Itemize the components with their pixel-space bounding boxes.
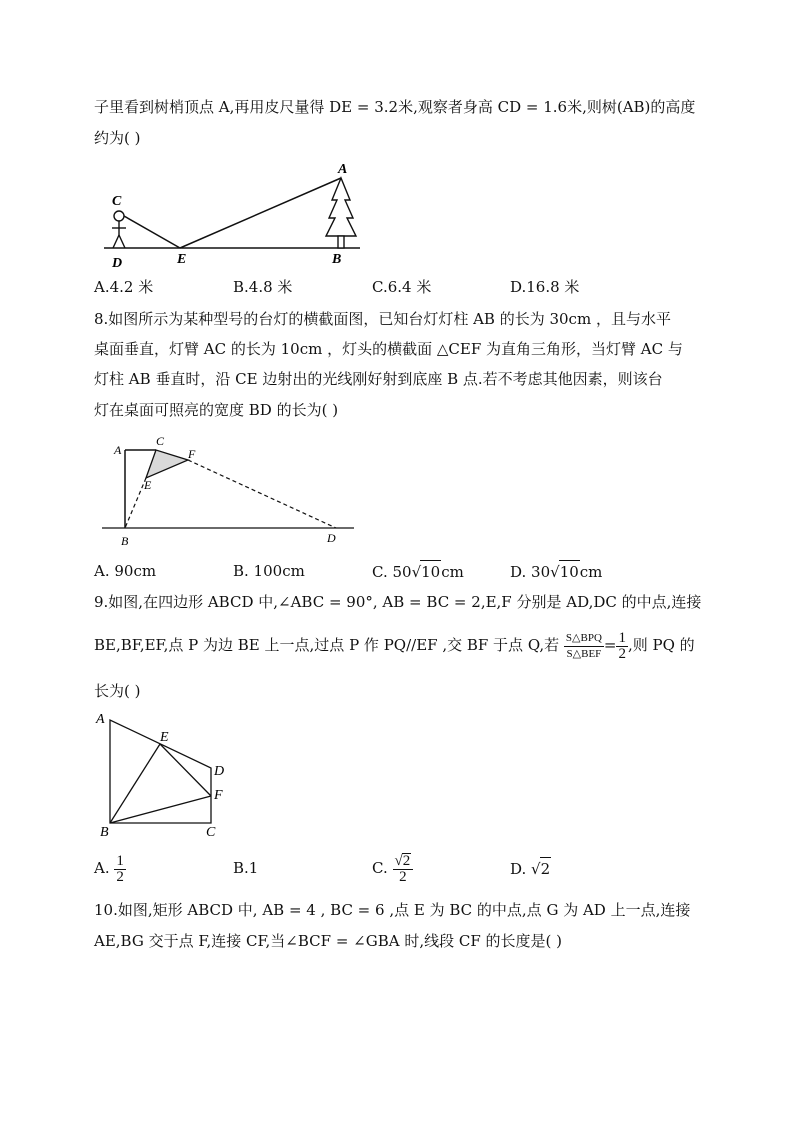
q9-segment-EF [160, 744, 211, 796]
q9-area-ratio-numerator: S△BPQ [564, 631, 604, 647]
q7-sight-line-ea [180, 178, 341, 248]
q8-option-d-radicand: 10 [559, 560, 580, 583]
q8-option-c-radicand: 10 [420, 560, 441, 583]
q9-option-a-denominator: 2 [116, 868, 124, 885]
q7-tree [326, 178, 356, 236]
q9-area-ratio-denominator: S△BEF [566, 647, 602, 660]
sqrt-icon: √ [550, 563, 560, 581]
q8-label-B: B [121, 534, 129, 548]
q8-option-c-prefix: C. 50 [372, 563, 412, 581]
q8-option-d[interactable] [510, 560, 602, 583]
q8-text-line-2: 桌面垂直，灯臂 AC 的长为 10cm ，灯头的横截面 △CEF 为直角三角形，当灯臂 AC 与 [94, 340, 683, 358]
q8-option-d-prefix: D. 30 [510, 563, 551, 581]
q8-option-d-unit: cm [579, 563, 603, 581]
q9-option-d-radicand: 2 [540, 857, 552, 880]
sqrt-icon: √ [531, 860, 541, 878]
q9-area-ratio [564, 631, 604, 662]
q8-option-b[interactable]: B. 100cm [233, 562, 305, 580]
q9-line-2-end: ,则 PQ 的 [627, 636, 695, 654]
q8-option-c[interactable] [372, 560, 464, 583]
q9-label-F: F [214, 788, 223, 803]
q9-equals-sign: = [603, 636, 617, 654]
q9-option-c-fraction [393, 853, 414, 885]
q9-label-B: B [100, 825, 109, 840]
q8-option-a[interactable]: A. 90cm [94, 562, 157, 580]
q9-option-a[interactable] [94, 850, 126, 886]
q9-half-denominator: 2 [618, 645, 626, 662]
q9-label-D: D [214, 764, 225, 779]
q9-option-d[interactable] [510, 857, 551, 880]
q8-text-line-4: 灯在桌面可照亮的宽度 BD 的长为( ) [94, 401, 339, 419]
q9-option-c-denominator: 2 [399, 869, 407, 885]
q7-option-a[interactable]: A.4.2 米 [94, 278, 154, 296]
q9-half-fraction [616, 631, 628, 662]
q9-option-b[interactable]: B.1 [233, 859, 259, 877]
q9-option-c-numerator [393, 853, 414, 870]
q9-half-numerator: 1 [618, 629, 626, 646]
q10-text-line-1: 10.如图,矩形 ABCD 中, AB = 4 , BC = 6 ,点 E 为 BC 的中点,点 G 为 AD 上一点,连接 [94, 901, 691, 919]
q9-option-c-radicand: 2 [402, 853, 411, 869]
q8-option-c-unit: cm [441, 563, 464, 581]
q7-observer-head [114, 211, 124, 221]
q8-figure-desk-lamp [98, 432, 360, 552]
q7-option-d[interactable]: D.16.8 米 [510, 278, 580, 296]
q9-option-a-numerator: 1 [116, 852, 124, 869]
q7-text-line-2: 约为( ) [94, 129, 141, 147]
q8-text-line-3: 灯柱 AB 垂直时，沿 CE 边射出的光线刚好射到底座 B 点.若不考虑其他因素，则该台 [94, 370, 663, 388]
q7-text-line-1: 子里看到树梢顶点 A,再用皮尺量得 DE = 3.2米,观察者身高 CD = 1.6米,则树(AB)的高度 [94, 98, 696, 116]
q7-label-D: D [112, 256, 123, 270]
q7-label-A: A [338, 162, 348, 177]
q8-label-D: D [327, 531, 336, 545]
q8-label-F: F [188, 447, 196, 461]
q8-label-C: C [156, 434, 165, 448]
sqrt-icon: √ [411, 563, 422, 581]
q7-label-E: E [177, 252, 187, 267]
q9-label-E: E [160, 730, 169, 745]
q7-label-B: B [332, 252, 342, 267]
q8-lamp-head-CEF [146, 450, 188, 478]
q7-option-b[interactable]: B.4.8 米 [233, 278, 293, 296]
q9-option-a-prefix: A. [94, 859, 110, 877]
q8-label-E: E [144, 478, 152, 492]
q9-option-c-prefix: C. [372, 859, 388, 877]
q7-option-c[interactable]: C.6.4 米 [372, 278, 432, 296]
q8-light-ray-FD [188, 460, 336, 528]
q7-figure-tree-shadow [98, 158, 368, 270]
q9-text-line-2 [94, 624, 704, 666]
q9-figure-quadrilateral [92, 708, 242, 842]
q9-label-C: C [206, 825, 216, 840]
q8-text-line-1: 8.如图所示为某种型号的台灯的横截面图，已知台灯灯柱 AB 的长为 30cm ，且与水平 [94, 310, 671, 328]
q9-option-d-prefix: D. [510, 860, 527, 878]
q9-text-line-3: 长为( ) [94, 682, 141, 700]
q9-line-2-start: BE,BF,EF,点 P 为边 BE 上一点,过点 P 作 PQ//EF ,交 BF 于点 Q,若 [94, 636, 560, 654]
q7-label-C: C [112, 194, 122, 209]
q10-text-line-2: AE,BG 交于点 F,连接 CF,当∠BCF = ∠GBA 时,线段 CF 的长度是( ) [94, 932, 562, 950]
q9-option-a-fraction [114, 854, 126, 885]
q9-option-c[interactable] [372, 850, 413, 886]
sqrt-icon: √ [394, 853, 403, 869]
q9-text-line-1: 9.如图,在四边形 ABCD 中,∠ABC = 90°, AB = BC = 2,E,F 分别是 AD,DC 的中点,连接 [94, 593, 702, 611]
q7-sight-line-ce [124, 216, 180, 248]
q8-label-A: A [114, 443, 122, 457]
q9-label-A: A [96, 712, 105, 727]
q8-light-ray-EB [125, 478, 146, 528]
